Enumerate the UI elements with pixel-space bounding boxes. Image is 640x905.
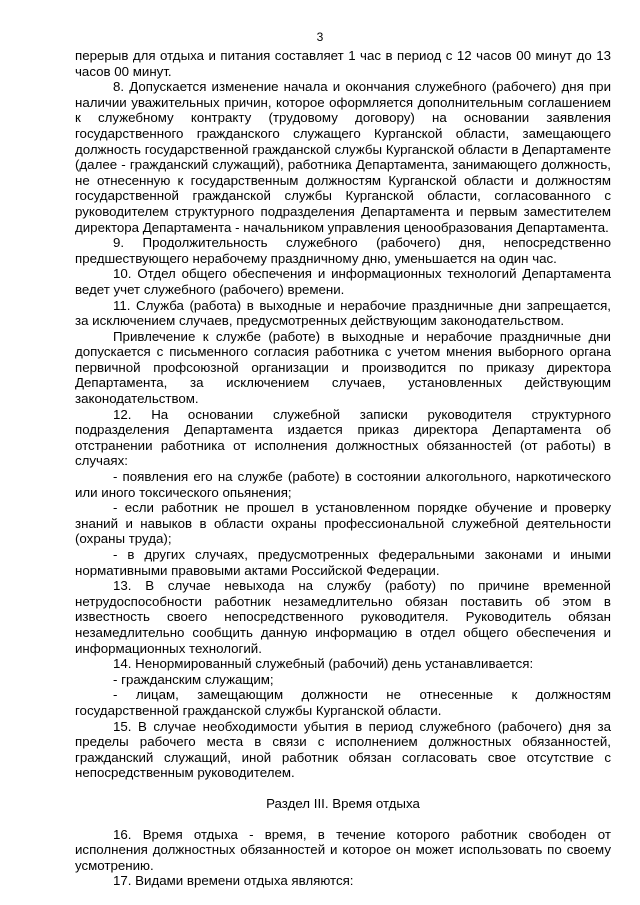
paragraph-14-item-1: - гражданским служащим; — [113, 671, 274, 687]
paragraph-14: 14. Ненормированный служебный (рабочий) день устанавливается: — [113, 656, 534, 672]
paragraph-12: 12. На основании служебной записки руководителя структурного подразделения Департамента издается приказ директора Департамента об отстранении работника от исполнения должностных обязанностей (от работы) в случаях: — [75, 406, 611, 469]
paragraph-11: 11. Служба (работа) в выходные и нерабочие праздничные дни запрещается, за исключением случаев, предусмотренных действующим законодательством. — [75, 297, 611, 329]
document-body — [75, 48, 611, 889]
page-number: 3 — [316, 30, 324, 44]
paragraph-13: 13. В случае невыхода на службу (работу) по причине временной нетрудоспособности работник незамедлительно обязан поставить об этом в известность своего непосредственного руководителя. Руководитель обязан незамедлительно сообщить данную информацию в отдел общего обеспечения и информационных технологий. — [75, 578, 611, 656]
paragraph-14-item-2: - лицам, замещающим должности не отнесенные к должностям государственной гражданской службы Курганской области. — [75, 687, 611, 718]
paragraph-11-continued: Привлечение к службе (работе) в выходные и нерабочие праздничные дни допускается с письменного согласия работника с учетом мнения выборного органа первичной профсоюзной организации и производится по приказу директора Департамента, за исключением случаев, установленных действующим законодательством. — [75, 328, 611, 407]
paragraph-9: 9. Продолжительность служебного (рабочего) дня, непосредственно предшествующего нерабочему праздничному дню, уменьшается на один час. — [75, 235, 611, 266]
paragraph-10: 10. Отдел общего обеспечения и информационных технологий Департамента ведет учет служебного (рабочего) времени. — [75, 266, 611, 297]
paragraph-8: 8. Допускается изменение начала и окончания служебного (рабочего) дня при наличии уважительных причин, которое оформляется дополнительным соглашением к служебному контракту (трудовому договору) на основании заявления государственного гражданского служащего Курганской области, замещающего должность государственной гражданской службы Курганской области в Департаменте (далее - гражданский служащий), работника Департамента, занимающего должность, не отнесенную к государственным должностям Курганской области и должностям государственной гражданской службы Курганской области, согласованного с руководителем структурного подразделения Департамента и первым заместителем директора Департамента - начальником управления ценообразования Департамента. — [75, 79, 611, 235]
paragraph-12-item-1: - появления его на службе (работе) в состоянии алкогольного, наркотического или иного токсического опьянения; — [75, 469, 611, 500]
paragraph-12-item-2: - если работник не прошел в установленном порядке обучение и проверку знаний и навыков в области охраны профессиональной служебной деятельности (охраны труда); — [75, 500, 611, 547]
paragraph-17: 17. Видами времени отдыха являются: — [113, 873, 354, 889]
paragraph-continuation: перерыв для отдыха и питания составляет 1 час в период с 12 часов 00 минут до 13 часов 00 минут. — [75, 48, 611, 79]
paragraph-12-item-3: - в других случаях, предусмотренных федеральными законами и иными нормативными правовыми актами Российской Федерации. — [75, 547, 611, 578]
paragraph-15: 15. В случае необходимости убытия в период служебного (рабочего) дня за пределы рабочего места в связи с исполнением должностных обязанностей, гражданский служащий, иной работник обязан согласовать свое отсутствие с непосредственным руководителем. — [75, 718, 611, 781]
section-heading: Раздел III. Время отдыха — [266, 795, 420, 811]
paragraph-16: 16. Время отдыха - время, в течение которого работник свободен от исполнения должностных обязанностей и которое он может использовать по своему усмотрению. — [75, 826, 611, 873]
